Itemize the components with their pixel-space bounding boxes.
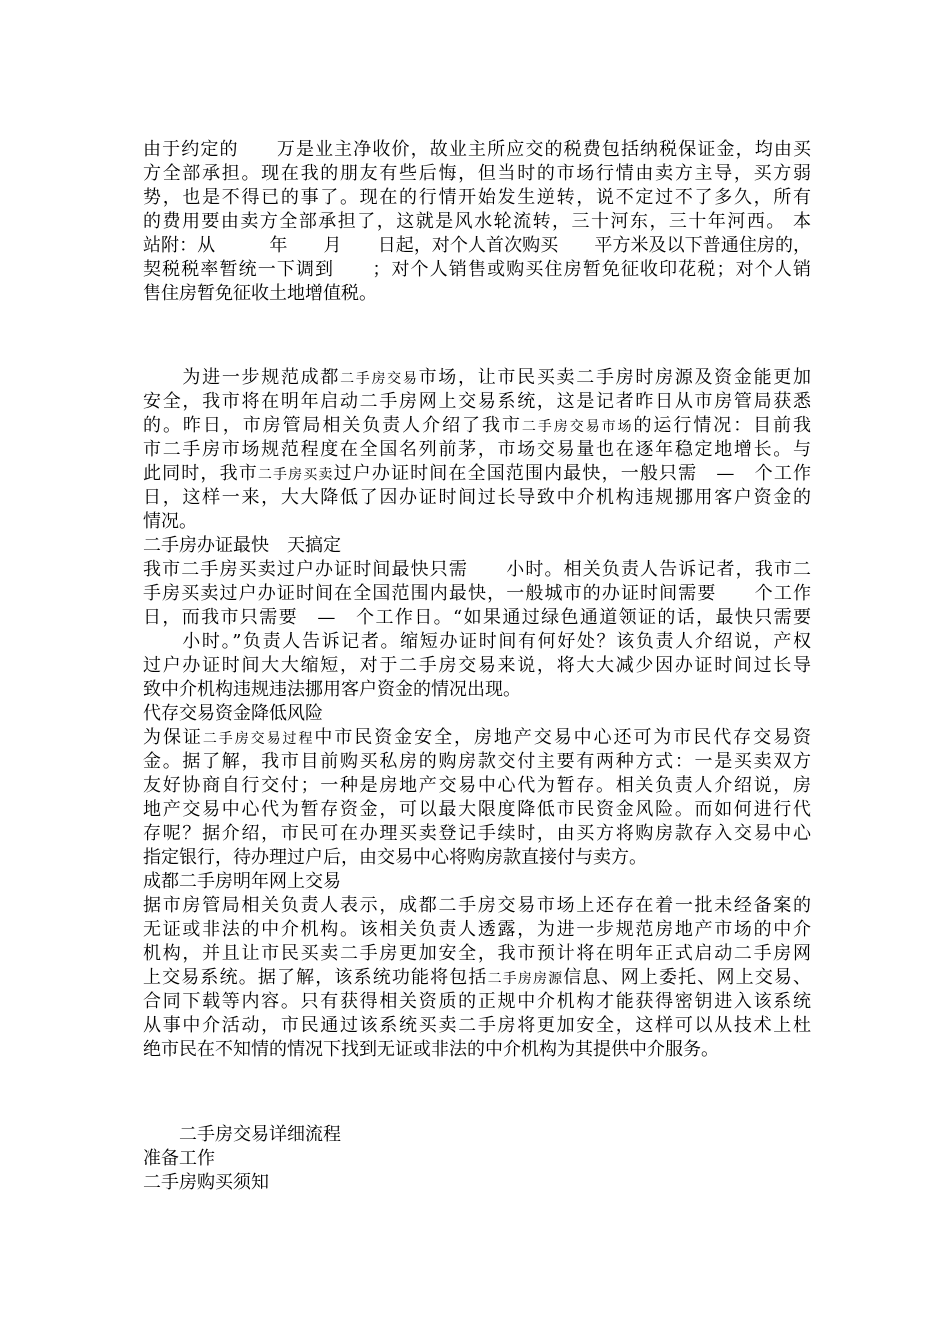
paragraph-tax-note <box>143 138 811 306</box>
text-line: 存呢？据介绍，市民可在办理买卖登记手续时，由买方将购房款存入交易中心 <box>143 823 811 844</box>
inline-keyword: 二手房交易 <box>340 371 419 387</box>
text-line: 合同下载等内容。只有获得相关资质的正规中介机构才能获得密钥进入该系统 <box>143 991 811 1012</box>
text-line: 此同时，我市二手房买卖过户办证时间在全国范围内最快，一般只需 — 个工作 <box>143 463 812 484</box>
text-line: 市二手房市场规范程度在全国名列前茅，市场交易量也在逐年稳定地增长。与 <box>143 439 811 460</box>
text-line: 安全，我市将在明年启动二手房网上交易系统，这是记者昨日从市房管局获悉 <box>143 391 811 412</box>
paragraph-intro <box>143 366 811 534</box>
inline-keyword: 二手房交易过程 <box>202 731 315 747</box>
text-line: 无证或非法的中介机构。该相关负责人透露，为进一步规范房地产市场的中介 <box>143 919 811 940</box>
text-line: 指定银行，待办理过户后，由交易中心将购房款直接付与卖方。 <box>143 847 647 868</box>
text-line: 小时。”负责人告诉记者。缩短办证时间有何好处？该负责人介绍说，产权 <box>143 631 811 652</box>
paragraph-escrow <box>143 726 811 870</box>
sub-heading-preparation: 准备工作 <box>143 1148 215 1169</box>
text-line: 为保证二手房交易过程中市民资金安全，房地产交易中心还可为市民代存交易资 <box>143 727 812 748</box>
sub-heading-purchase-notes: 二手房购买须知 <box>143 1172 269 1193</box>
text-line: 售住房暂免征收土地增值税。 <box>143 283 377 304</box>
text-line: 契税税率暂统一下调到 ；对个人销售或购买住房暂免征收印花税；对个人销 <box>143 259 811 280</box>
inline-keyword: 二手房房源 <box>487 971 564 987</box>
text-line: 站附：从 年 月 日起，对个人首次购买 平方米及以下普通住房的， <box>143 235 811 256</box>
section-title: 二手房交易详细流程 <box>143 1124 341 1145</box>
text-line: 我市二手房买卖过户办证时间最快只需 小时。相关负责人告诉记者，我市二 <box>143 559 811 580</box>
text-line: 机构，并且让市民买卖二手房更加安全，我市预计将在明年正式启动二手房网 <box>143 943 811 964</box>
text-line: 日，而我市只需要 — 个工作日。“如果通过绿色通道领证的话，最快只需要 <box>143 607 811 628</box>
section-heading: 二手房办证最快 天搞定 <box>143 535 341 556</box>
text-line: 地产交易中心代为暂存资金，可以最大限度降低市民资金风险。而如何进行代 <box>143 799 811 820</box>
text-line: 据市房管局相关负责人表示，成都二手房交易市场上还存在着一批未经备案的 <box>143 895 811 916</box>
text-line: 过户办证时间大大缩短，对于二手房交易来说，将大大减少因办证时间过长导 <box>143 655 811 676</box>
text-line: 金。据了解，我市目前购买私房的购房款交付主要有两种方式：一是买卖双方 <box>143 751 811 772</box>
text-line: 从事中介活动，市民通过该系统买卖二手房将更加安全，这样可以从技术上杜 <box>143 1015 811 1036</box>
text-line: 上交易系统。据了解，该系统功能将包括二手房房源信息、网上委托、网上交易、 <box>143 967 812 988</box>
section-heading: 成都二手房明年网上交易 <box>143 871 341 892</box>
section-heading: 代存交易资金降低风险 <box>143 703 323 724</box>
paragraph-fast-certificate <box>143 558 811 702</box>
inline-keyword: 二手房买卖 <box>257 467 334 483</box>
text-line: 日，这样一来，大大降低了因办证时间过长导致中介机构违规挪用客户资金的 <box>143 487 811 508</box>
inline-keyword: 二手房交易市场 <box>521 419 634 435</box>
text-line: 方全部承担。现在我的朋友有些后悔，但当时的市场行情由卖方主导，买方弱 <box>143 163 811 184</box>
text-line: 手房买卖过户办证时间在全国范围内最快，一般城市的办证时间需要 个工作 <box>143 583 811 604</box>
document-page <box>143 138 811 1195</box>
text-line: 绝市民在不知情的情况下找到无证或非法的中介机构为其提供中介服务。 <box>143 1039 719 1060</box>
text-line: 致中介机构违规违法挪用客户资金的情况出现。 <box>143 679 521 700</box>
text-line: 的。昨日，市房管局相关负责人介绍了我市二手房交易市场的运行情况：目前我 <box>143 415 812 436</box>
text-line: 友好协商自行交付；一种是房地产交易中心代为暂存。相关负责人介绍说，房 <box>143 775 811 796</box>
text-line: 情况。 <box>143 511 197 532</box>
text-line: 势，也是不得已的事了。现在的行情开始发生逆转，说不定过不了多久，所有 <box>143 187 811 208</box>
paragraph-online-trading <box>143 894 811 1062</box>
text-line: 由于约定的 万是业主净收价，故业主所应交的税费包括纳税保证金，均由买 <box>143 139 811 160</box>
text-line: 为进一步规范成都二手房交易市场，让市民买卖二手房时房源及资金能更加 <box>143 367 812 388</box>
text-line: 的费用要由卖方全部承担了，这就是风水轮流转，三十河东，三十年河西。 本 <box>143 211 811 232</box>
